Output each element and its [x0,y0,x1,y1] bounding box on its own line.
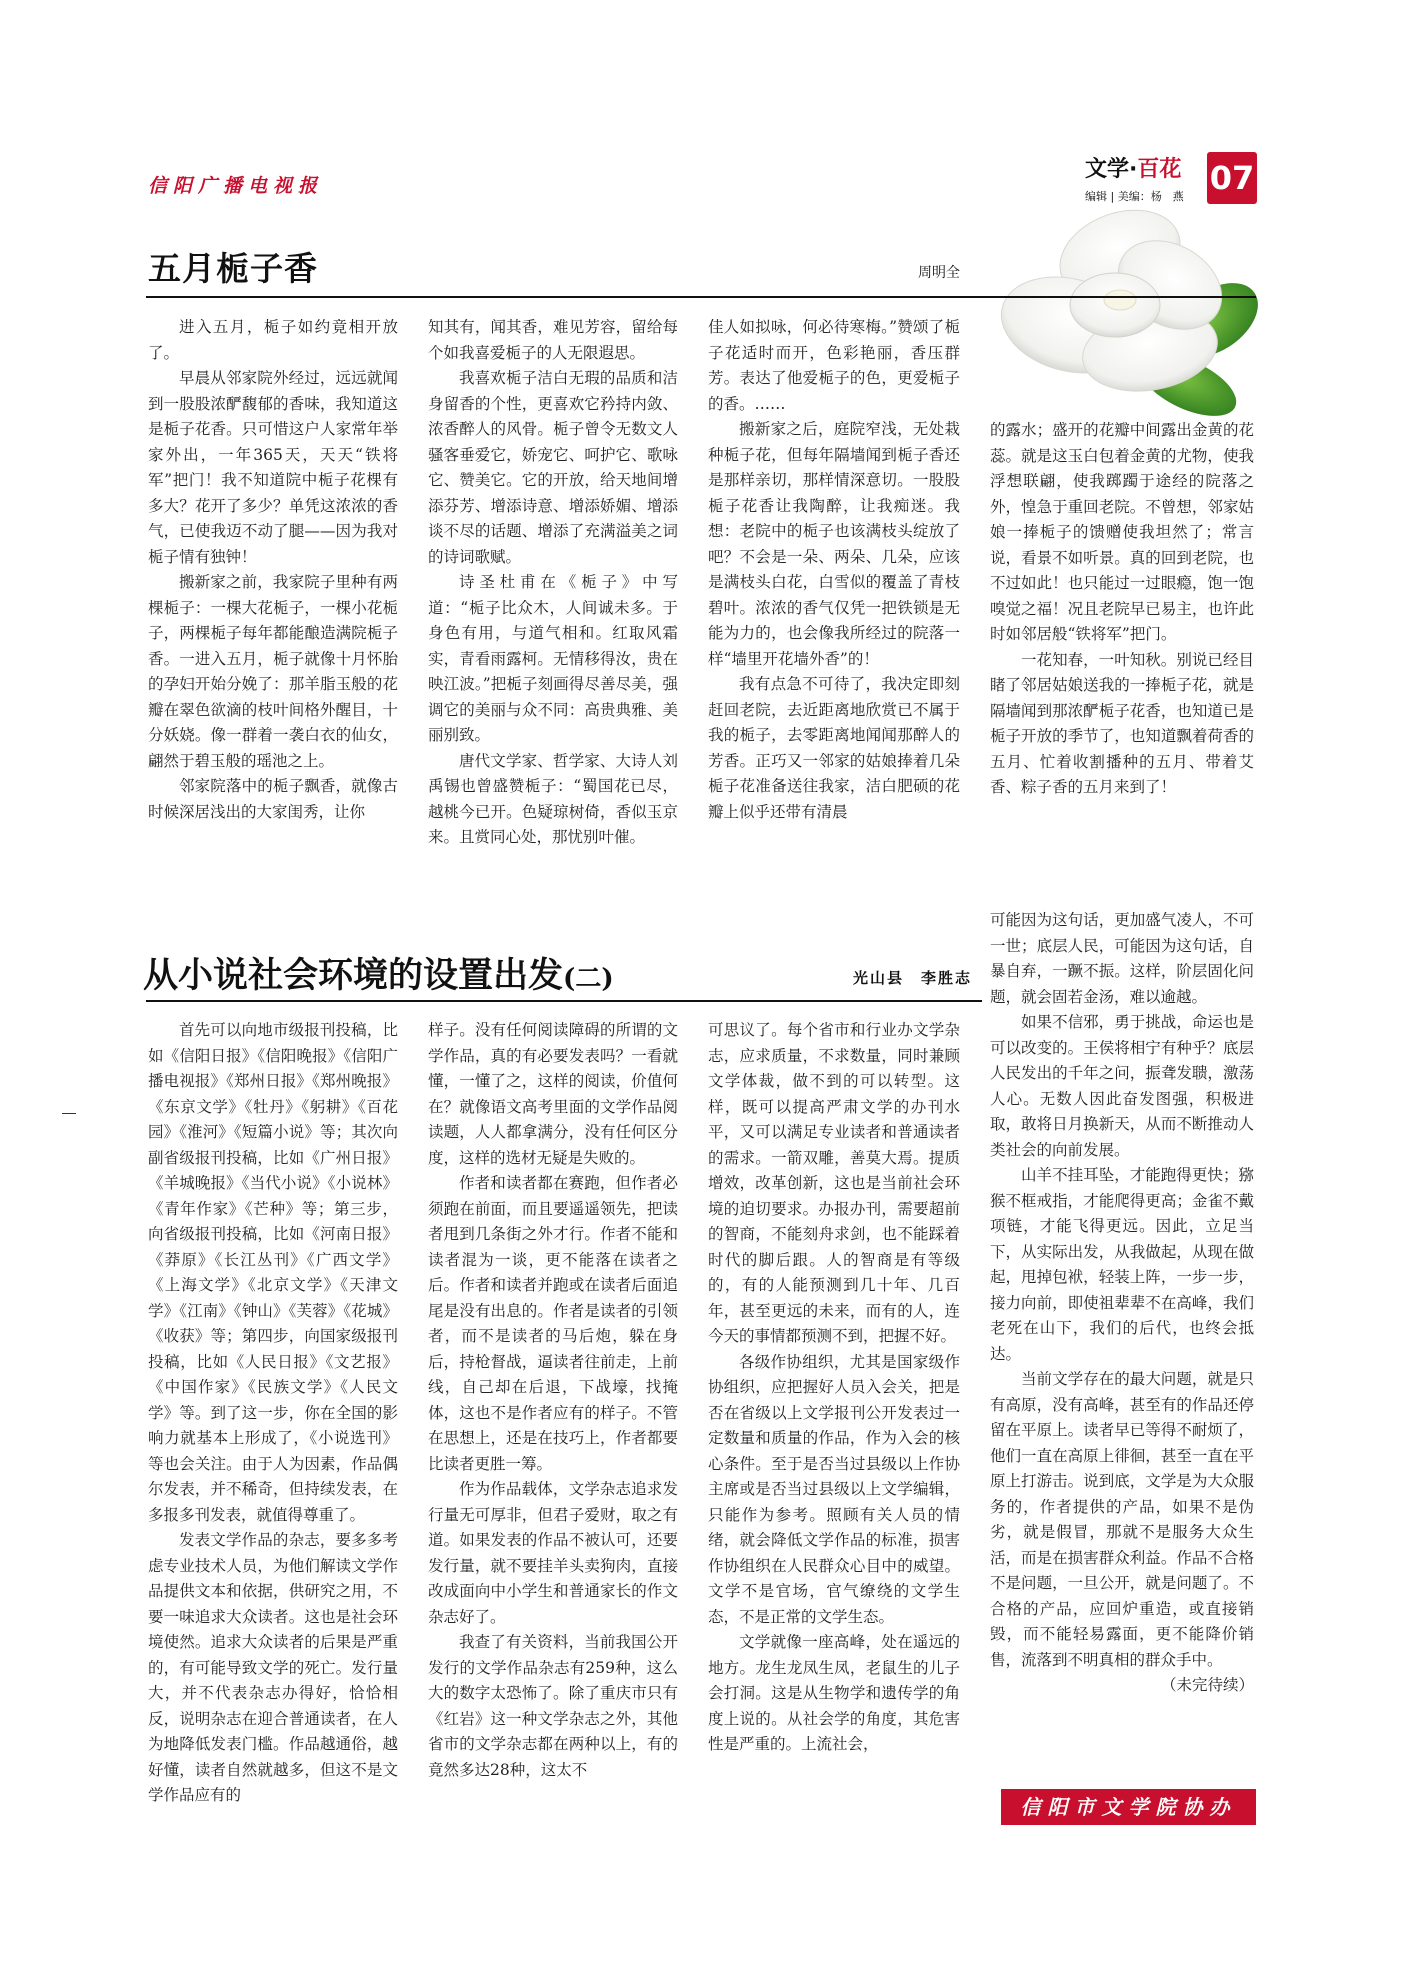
article2-divider [146,1000,982,1002]
section-title-accent: 百花 [1137,157,1182,182]
article2-column-3 [708,1018,960,1758]
article1-author: 周明全 [918,265,960,281]
article1-title: 五月栀子香 [148,249,318,288]
article1-divider [146,296,1256,298]
paragraph: 文学就像一座高峰，处在遥远的地方。龙生龙凤生凤，老鼠生的儿子会打洞。这是从生物学和遗传学的角度上说的。从社会学的角度，其危害性是严重的。上流社会， [708,1633,960,1753]
article1-column-3 [708,315,960,825]
paragraph: 首先可以向地市级报刊投稿，比如《信阳日报》《信阳晚报》《信阳广播电视报》《郑州日报》《郑州晚报》《东京文学》《牡丹》《躬耕》《百花园》《淮河》《短篇小说》等；其次向副省级报刊投稿，比如《广州日报》《羊城晚报》《当代小说》《小说林》《青年作家》《芒种》等；第三步，向省级报刊投稿，比如《河南日报》《莽原》《长江丛刊》《广西文学》《上海文学》《北京文学》《天津文学》《江南》《钟山》《芙蓉》《花城》《收获》等；第四步，向国家级报刊投稿，比如《人民日报》《文艺报》《中国作家》《民族文学》《人民文学》等。到了这一步，你在全国的影响力就基本上形成了，《小说选刊》等也会关注。由于人为因素，作品偶尔发表，并不稀奇，但持续发表，在多报多刊发表，就值得尊重了。 [148,1021,398,1524]
paragraph: 我有点急不可待了，我决定即刻赶回老院，去近距离地欣赏已不属于我的栀子，去零距离地闻闻那醉人的芳香。正巧又一邻家的姑娘捧着几朵栀子花准备送往我家，洁白肥硕的花瓣上似乎还带有清晨 [708,675,960,821]
article2-title-part: (二) [563,964,614,994]
paragraph: 发表文学作品的杂志，要多多考虑专业技术人员，为他们解读文学作品提供文本和依据，供研究之用，不要一味追求大众读者。这也是社会环境使然。追求大众读者的后果是严重的，有可能导致文学的死亡。发行量大，并不代表杂志办得好，恰恰相反，说明杂志在迎合普通读者，在人为地降低发表门槛。作品越通俗，越好懂，读者自然就越多，但这不是文学作品应有的 [148,1531,398,1804]
paragraph: 如果不信邪，勇于挑战，命运也是可以改变的。王侯将相宁有种乎？底层人民发出的千年之问，振聋发聩，激荡人心。无数人因此奋发图强，积极进取，敢将日月换新天，从而不断推动人类社会的向前发展。 [990,1013,1254,1159]
paragraph: 进入五月，栀子如约竟相开放了。 [148,318,398,362]
paragraph: 各级作协组织，尤其是国家级作协组织，应把握好人员入会关，把是否在省级以上文学报刊公开发表过一定数量和质量的作品，作为入会的核心条件。至于是否当过县级以上作协主席或是否当过县级以上文学编辑，只能作为参考。照顾有关人员的情绪，就会降低文学作品的标准，损害作协组织在人民群众心目中的威望。文学不是官场，官气缭绕的文学生态，不是正常的文学生态。 [708,1352,960,1626]
paragraph: 早晨从邻家院外经过，远远就闻到一股股浓酽馥郁的香味，我知道这是栀子花香。只可惜这户人家常年举家外出，一年365天，天天“铁将军”把门！我不知道院中栀子花棵有多大？花开了多少？单凭这浓浓的香气，已使我迈不动了腿——因为我对栀子情有独钟！ [148,369,398,566]
paragraph: 搬新家之后，庭院窄浅，无处栽种栀子花，但每年隔墙闻到栀子香还是那样亲切，那样情深意切。一股股栀子花香让我陶醉，让我痴迷。我想：老院中的栀子也该满枝头绽放了吧？不会是一朵、两朵、几朵，应该是满枝头白花，白雪似的覆盖了青枝碧叶。浓浓的香气仅凭一把铁锁是无能为力的，也会像我所经过的院落一样“墙里开花墙外香”的！ [708,420,960,668]
paragraph: 我查了有关资料，当前我国公开发行的文学作品杂志有259种，这么大的数字太恐怖了。除了重庆市只有《红岩》这一种文学杂志之外，其他省市的文学杂志都在两种以上，有的竟然多达28种，这太不 [428,1633,678,1779]
article2-title [143,948,614,998]
paragraph: 搬新家之前，我家院子里种有两棵栀子：一棵大花栀子，一棵小花栀子，两棵栀子每年都能酿造满院栀子香。一进入五月，栀子就像十月怀胎的孕妇开始分娩了：那羊脂玉般的花瓣在翠色欲滴的枝叶间格外醒目，十分妖娆。像一群着一袭白衣的仙女，翩然于碧玉般的瑶池之上。 [148,573,398,770]
paragraph: 作者和读者都在赛跑，但作者必须跑在前面，而且要遥遥领先，把读者甩到几条街之外才行。作者不能和读者混为一谈，更不能落在读者之后。作者和读者并跑或在读者后面追尾是没有出息的。作者是读者的引领者，而不是读者的马后炮，躲在身后，持枪督战，逼读者往前走，上前线，自己却在后退，下战壕，找掩体，这也不是作者应有的样子。不管在思想上，还是在技巧上，作者都要比读者更胜一筹。 [428,1174,678,1473]
article2-column-1 [148,1018,398,1809]
article2-column-4 [990,908,1254,1699]
article1-column-2 [428,315,678,851]
article1-column-4 [990,418,1254,801]
paragraph: 佳人如拟咏，何必待寒梅。”赞颂了栀子花适时而开，色彩艳丽，香压群芳。表达了他爱栀子的色，更爱栀子的香。…… [708,318,960,413]
page-number-badge: 07 [1207,152,1257,204]
article2-author: 光山县 李胜志 [853,969,973,987]
paragraph: 我喜欢栀子洁白无瑕的品质和洁身留香的个性，更喜欢它矜持内敛、浓香醉人的风骨。栀子曾令无数文人骚客垂爱它，娇宠它、呵护它、歌咏它、赞美它。它的开放，给天地间增添芬芳、增添诗意、增添娇媚、增添谈不尽的话题、增添了充满溢美之词的诗词歌赋。 [428,369,678,566]
co-organizer-banner: 信阳市文学院协办 [1001,1789,1256,1825]
paragraph: 样子。没有任何阅读障碍的所谓的文学作品，真的有必要发表吗？一看就懂，一懂了之，这样的阅读，价值何在？就像语文高考里面的文学作品阅读题，人人都拿满分，没有任何区分度，这样的选材无疑是失败的。 [428,1021,678,1167]
paragraph: 的露水；盛开的花瓣中间露出金黄的花蕊。就是这玉白包着金黄的尤物，使我浮想联翩，使我踯躅于途经的院落之外，惶急于重回老院。不曾想，邻家姑娘一捧栀子的馈赠使我坦然了；常言说，看景不如听景。真的回到老院，也不过如此！也只能过一过眼瘾，饱一饱嗅觉之福！况且老院早已易主，也许此时如邻居般“铁将军”把门。 [990,421,1254,643]
paragraph: 可能因为这句话，更加盛气凌人，不可一世；底层人民，可能因为这句话，自暴自弃，一蹶不振。这样，阶层固化问题，就会固若金汤，难以逾越。 [990,911,1254,1006]
paragraph: 诗圣杜甫在《栀子》中写道：“栀子比众木，人间诚未多。于身色有用，与道气相和。红取风霜实，青看雨露柯。无情移得汝，贵在映江波。”把栀子刻画得尽善尽美，强调它的美丽与众不同：高贵典雅、美丽别致。 [428,573,678,744]
paragraph: 山羊不挂耳坠，才能跑得更快；猕猴不框戒指，才能爬得更高；金雀不戴项链，才能飞得更远。因此，立足当下，从实际出发，从我做起，从现在做起，甩掉包袱，轻装上阵，一步一步，接力向前，即使祖辈辈不在高峰，我们老死在山下，我们的后代，也终会抵达。 [990,1166,1254,1363]
section-title-prefix: 文学· [1085,157,1138,182]
article1-column-1 [148,315,398,825]
to-be-continued-note: （未完待续） [1160,1676,1254,1694]
section-title [1085,152,1181,183]
margin-tick [62,1113,76,1114]
paragraph: 可思议了。每个省市和行业办文学杂志，应求质量，不求数量，同时兼顾文学体裁，做不到的可以转型。这样，既可以提高严肃文学的办刊水平，又可以满足专业读者和普通读者的需求。一箭双雕，善莫大焉。提质增效，改革创新，这也是当前社会环境的迫切要求。办报办刊，需要超前的智商，不能刻舟求剑，也不能踩着时代的脚后跟。人的智商是有等级的，有的人能预测到几十年、几百年，甚至更远的未来，而有的人，连今天的事情都预测不到，把握不好。 [708,1021,960,1345]
newspaper-masthead: 信阳广播电视报 [148,175,324,197]
article2-column-2 [428,1018,678,1783]
editor-credit: 编辑 | 美编：杨 燕 [1085,190,1184,203]
paragraph: 作为作品载体，文学杂志追求发行量无可厚非，但君子爱财，取之有道。如果发表的作品不被认可，还要发行量，就不要挂羊头卖狗肉，直接改成面向中小学生和普通家长的作文杂志好了。 [428,1480,678,1626]
paragraph: 知其有，闻其香，难见芳容，留给每个如我喜爱栀子的人无限遐思。 [428,318,678,362]
paragraph: 当前文学存在的最大问题，就是只有高原，没有高峰，甚至有的作品还停留在平原上。读者早已等得不耐烦了，他们一直在高原上徘徊，甚至一直在平原上打游击。说到底，文学是为大众服务的，作者提供的产品，如果不是伪劣，就是假冒，那就不是服务大众生活，而是在损害群众利益。作品不合格不是问题，一旦公开，就是问题了。不合格的产品，应回炉重造，或直接销毁，而不能轻易露面，更不能降价销售，流落到不明真相的群众手中。 [990,1370,1254,1669]
article2-title-main: 从小说社会环境的设置出发 [143,955,564,996]
paragraph: 一花知春，一叶知秋。别说已经目睹了邻居姑娘送我的一捧栀子花，就是隔墙闻到那浓酽栀子花香，也知道已是栀子开放的季节了，也知道飘着荷香的五月、忙着收割播种的五月、带着艾香、粽子香的五月来到了！ [990,650,1254,796]
paragraph: 邻家院落中的栀子飘香，就像古时候深居浅出的大家闺秀，让你 [148,777,398,821]
paragraph: 唐代文学家、哲学家、大诗人刘禹锡也曾盛赞栀子：“蜀国花已尽，越桃今已开。色疑琼树倚，香似玉京来。且赏同心处，那忧别叶催。 [428,751,678,846]
